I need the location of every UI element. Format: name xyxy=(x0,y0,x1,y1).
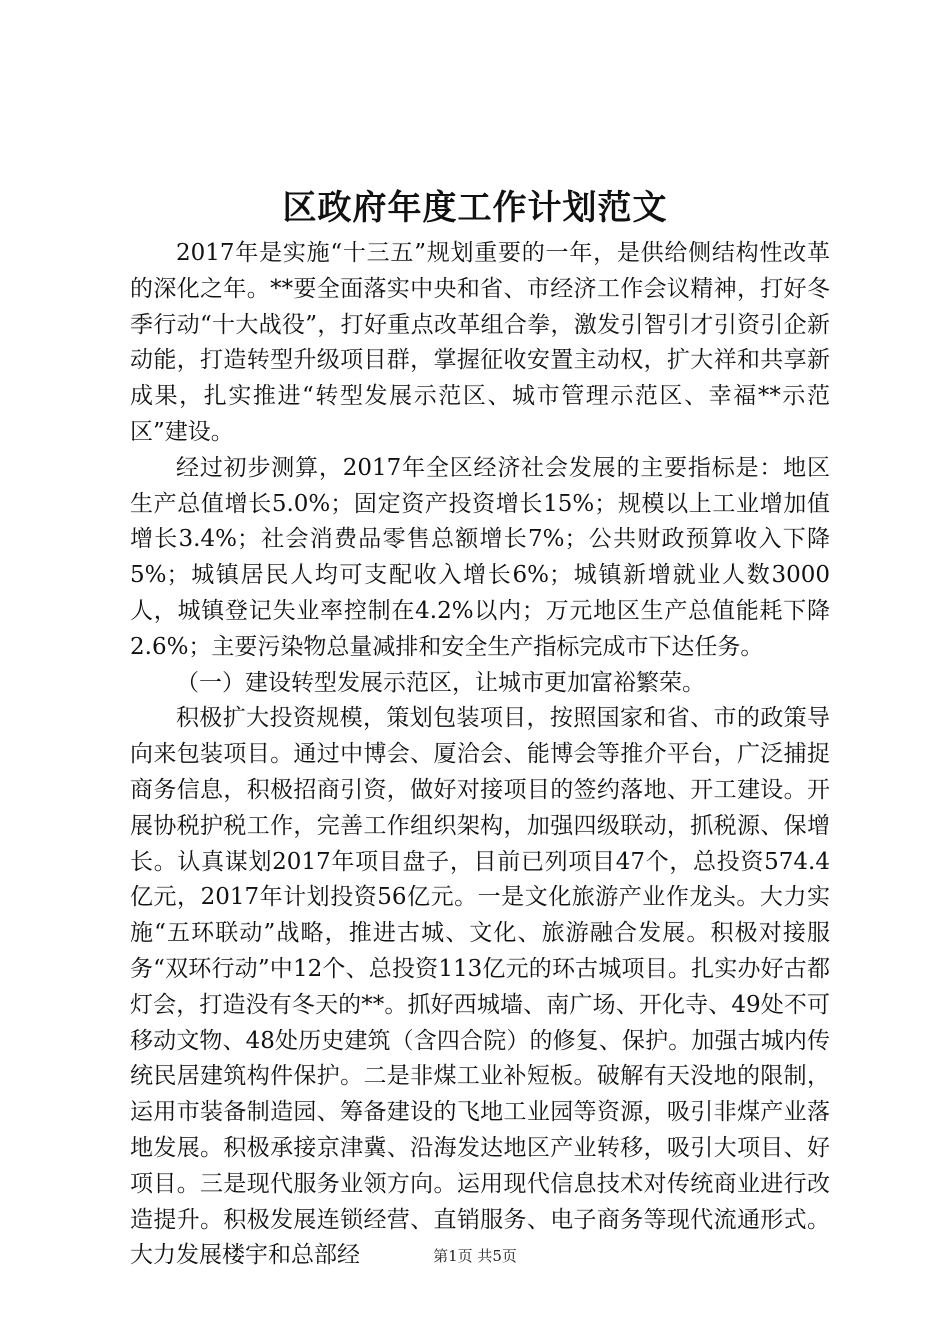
section-heading-1: （一）建设转型发展示范区，让城市更加富裕繁荣。 xyxy=(176,669,705,696)
document-body xyxy=(130,236,830,1274)
paragraph-intro: 2017年是实施“十三五”规划重要的一年，是供给侧结构性改革的深化之年。**要全面落实中央和省、市经济工作会议精神，打好冬季行动“十大战役”，打好重点改革组合拳，激发引智引才引资引企新动能，打造转型升级项目群，掌握征收安置主动权，扩大祥和共享新成果，扎实推进“转型发展示范区、城市管理示范区、幸福**示范区”建设。 xyxy=(130,240,830,445)
document-title: 区政府年度工作计划范文 xyxy=(282,188,668,228)
page-footer: 第1页 共5页 xyxy=(433,1247,517,1265)
paragraph-investment: 积极扩大投资规模，策划包装项目，按照国家和省、市的政策导向来包装项目。通过中博会、厦洽会、能博会等推介平台，广泛捕捉商务信息，积极招商引资，做好对接项目的签约落地、开工建设。开展协税护税工作，完善工作组织架构，加强四级联动，抓税源、保增长。认真谋划2017年项目盘子，目前已列项目47个，总投资574.4亿元，2017年计划投资56亿元。一是文化旅游产业作龙头。大力实施“五环联动”战略，推进古城、文化、旅游融合发展。积极对接服务“双环行动”中12个、总投资113亿元的环古城项目。扎实办好古都灯会，打造没有冬天的**。抓好西城墙、南广场、开化寺、49处不可移动文物、48处历史建筑（含四合院）的修复、保护。加强古城内传统民居建筑构件保护。二是非煤工业补短板。破解有天没地的限制，运用市装备制造园、筹备建设的飞地工业园等资源，吸引非煤产业落地发展。积极承接京津冀、沿海发达地区产业转移，吸引大项目、好项目。三是现代服务业领方向。运用现代信息技术对传统商业进行改造提升。积极发展连锁经营、直销服务、电子商务等现代流通形式。大力发展楼宇和总部经 xyxy=(130,705,830,1269)
paragraph-indicators: 经过初步测算，2017年全区经济社会发展的主要指标是：地区生产总值增长5.0%；固定资产投资增长15%；规模以上工业增加值增长3.4%；社会消费品零售总额增长7%；公共财政预算收入下降5%；城镇居民人均可支配收入增长6%；城镇新增就业人数3000人，城镇登记失业率控制在4.2%以内；万元地区生产总值能耗下降2.6%；主要污染物总量减排和安全生产指标完成市下达任务。 xyxy=(130,454,830,660)
